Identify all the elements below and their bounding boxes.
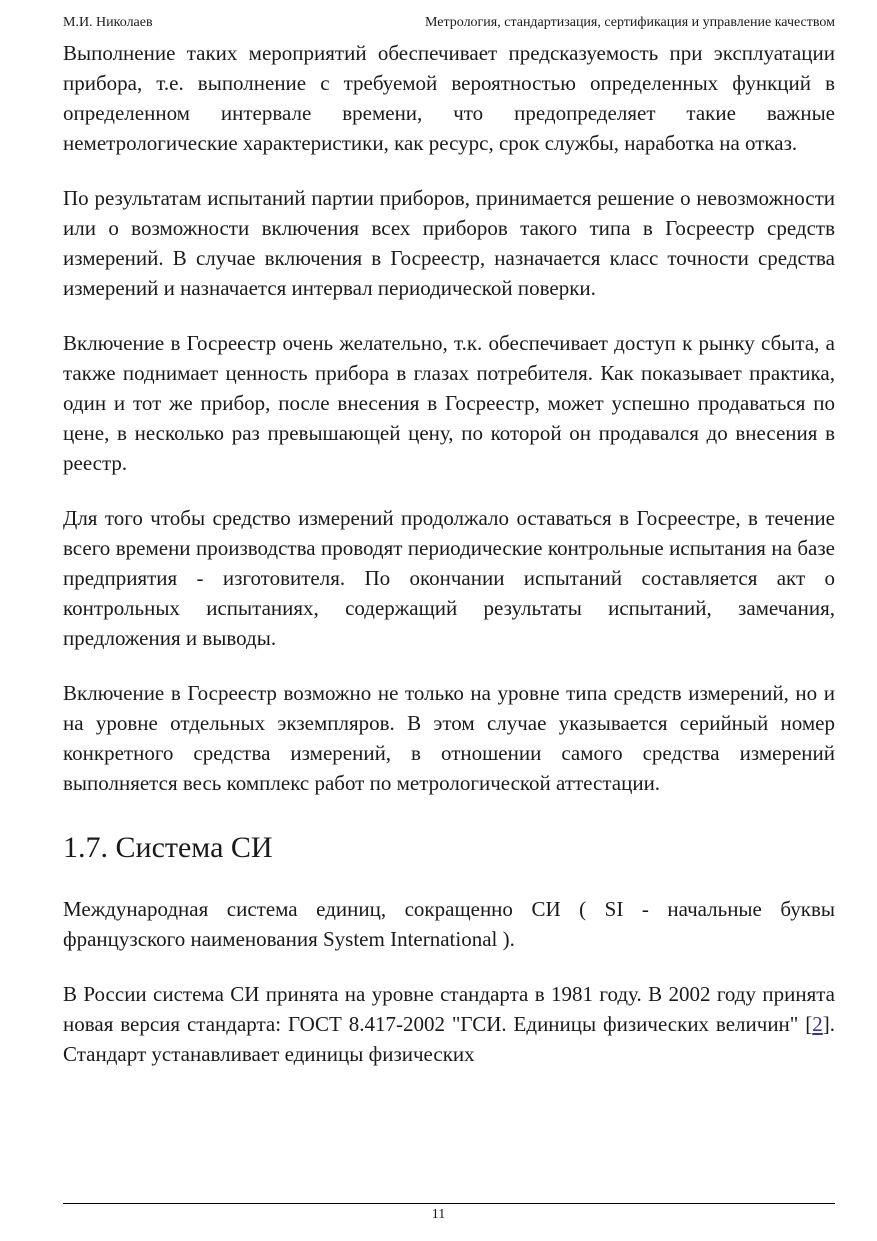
section-heading: 1.7. Система СИ [63,831,273,864]
paragraph: Включение в Госреестр возможно не только на уровне типа средств измерений, но и на уровне отдельных экземпляров. В этом случае указывается серийный номер конкретного средства измерений, в отношении самого средства измерений выполняется весь комплекс работ по метрологической аттестации. [63,681,835,795]
paragraph: Для того чтобы средство измерений продолжало оставаться в Госреестре, в течение всего времени производства проводят периодические контрольные испытания на базе предприятия - изготовителя. По окончании испытаний составляется акт о контрольных испытаниях, содержащий результаты испытаний, замечания, предложения и выводы. [63,506,835,650]
page-header [63,13,835,33]
header-book-title: Метрология, стандартизация, сертификация и управление качеством [424,15,835,30]
paragraph: Включение в Госреестр очень желательно, т.к. обеспечивает доступ к рынку сбыта, а также поднимает ценность прибора в глазах потребителя. Как показывает практика, один и тот же прибор, после внесения в Госреестр, может успешно продаваться по цене, в несколько раз превышающей цену, по которой он продавался до внесения в реестр. [63,331,835,475]
section-paragraph-russia [63,979,835,1069]
reference-link[interactable]: 2 [812,1012,823,1036]
paragraph: По результатам испытаний партии приборов, принимается решение о невозможности или о возможности включения всех приборов такого типа в Госреестр средств измерений. В случае включения в Госреестр, назначается класс точности средства измерений и назначается интервал периодической поверки. [63,186,835,300]
paragraph-text: ]. Стандарт устанавливает единицы физических [63,1012,835,1066]
footer-divider [63,1203,835,1204]
header-author: М.И. Николаев [63,15,153,30]
paragraph-text: В России система СИ принята на уровне стандарта в 1981 году. В 2002 году принята новая версия стандарта: ГОСТ 8.417-2002 "ГСИ. Единицы физических величин" [ [63,982,835,1036]
page-body [63,38,835,1069]
page-number: 11 [431,1207,446,1222]
section-paragraph-si: Международная система единиц, сокращенно СИ ( SI - начальные буквы французского наименования System International ). [63,897,835,951]
paragraph: Выполнение таких мероприятий обеспечивает предсказуемость при эксплуатации прибора, т.е. выполнение с требуемой вероятностью определенных функций в определенном интервале времени, что предопределяет такие важные неметрологические характеристики, как ресурс, срок службы, наработка на отказ. [63,41,835,155]
